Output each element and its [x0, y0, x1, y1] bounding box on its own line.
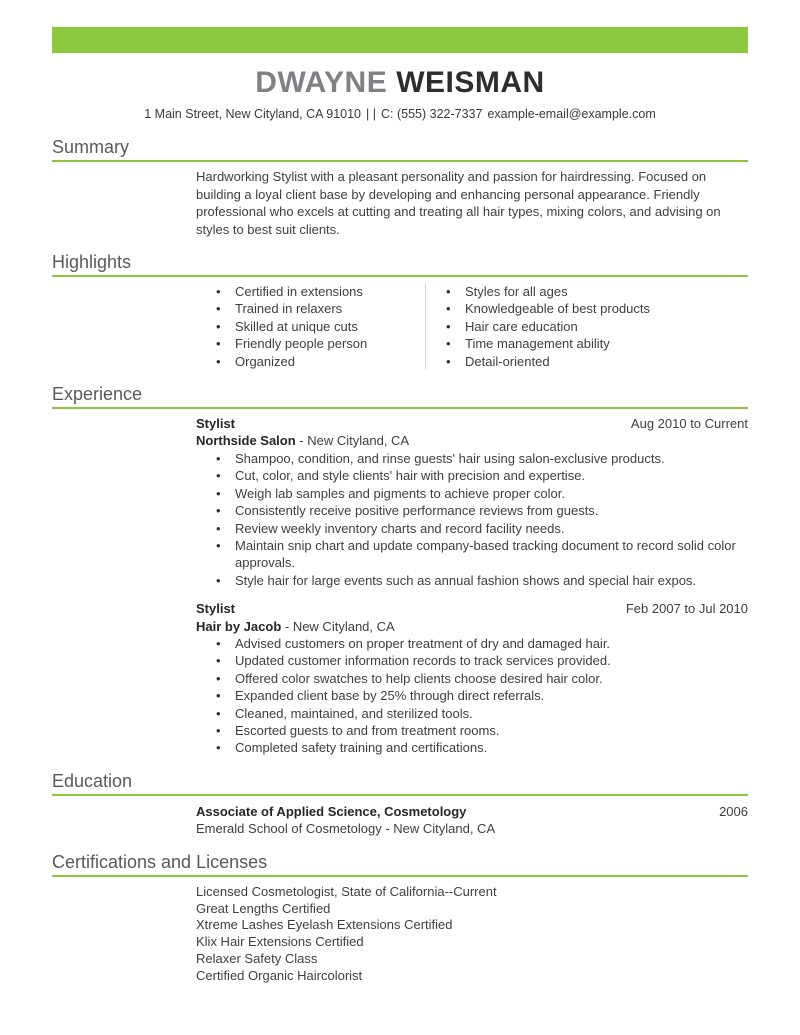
job-location: - New Cityland, CA — [281, 618, 395, 634]
job-header — [196, 415, 748, 432]
job-bullet: • Style hair for large events such as annual fashion shows and special hair expos. — [196, 572, 748, 589]
education-degree: Associate of Applied Science, Cosmetology — [196, 803, 467, 819]
certification-item: Great Lengths Certified — [196, 900, 331, 916]
job-title: Stylist — [196, 416, 236, 432]
certification-item: Certified Organic Haircolorist — [196, 968, 363, 984]
job-bullet-list — [196, 450, 748, 589]
last-name: WEISMAN — [396, 66, 545, 99]
contact-phone: C: (555) 322-7337 — [380, 107, 483, 121]
highlights-section-title: Highlights — [52, 251, 748, 277]
job-company-line — [196, 432, 748, 449]
contact-address: 1 Main Street, New Cityland, CA 91010 — [144, 107, 362, 121]
job-company: Northside Salon — [196, 433, 296, 449]
highlight-item: • Certified in extensions — [196, 283, 425, 300]
section-certifications — [52, 851, 748, 985]
certification-list — [196, 884, 748, 985]
section-experience — [52, 383, 748, 757]
highlight-item: • Time management ability — [426, 335, 748, 352]
resume-name — [52, 67, 748, 99]
top-accent-bar — [52, 27, 748, 53]
job-bullet: • Cleaned, maintained, and sterilized tools. — [196, 705, 748, 722]
section-summary — [52, 136, 748, 238]
highlight-item: • Skilled at unique cuts — [196, 318, 425, 335]
highlights-column-2 — [425, 283, 748, 370]
job-title: Stylist — [196, 601, 236, 617]
contact-line — [52, 106, 748, 123]
experience-section-title: Experience — [52, 383, 748, 409]
section-highlights — [52, 251, 748, 370]
highlight-item: • Knowledgeable of best products — [426, 300, 748, 317]
job-bullet: • Advised customers on proper treatment of dry and damaged hair. — [196, 635, 748, 652]
job-bullet: • Updated customer information records to track services provided. — [196, 652, 748, 669]
education-school: Emerald School of Cosmetology - New Cityland, CA — [196, 821, 496, 837]
job-bullet: • Offered color swatches to help clients choose desired hair color. — [196, 670, 748, 687]
highlight-item: • Friendly people person — [196, 335, 425, 352]
education-year: 2006 — [719, 803, 748, 819]
job-bullet-list — [196, 635, 748, 757]
job-company-line — [196, 618, 748, 635]
job-bullet: • Shampoo, condition, and rinse guests' hair using salon-exclusive products. — [196, 450, 748, 467]
education-header — [196, 803, 748, 820]
section-education — [52, 770, 748, 838]
job-bullet: • Weigh lab samples and pigments to achieve proper color. — [196, 485, 748, 502]
job-dates: Aug 2010 to Current — [630, 416, 748, 432]
contact-email: example-email@example.com — [487, 107, 656, 121]
job-bullet: • Review weekly inventory charts and record facility needs. — [196, 520, 748, 537]
highlight-item: • Detail-oriented — [426, 353, 748, 370]
job-header — [196, 600, 748, 617]
summary-section-title: Summary — [52, 136, 748, 162]
certification-item: Licensed Cosmetologist, State of California--Current — [196, 883, 497, 899]
highlight-item: • Hair care education — [426, 318, 748, 335]
summary-text: Hardworking Stylist with a pleasant personality and passion for hairdressing. Focused on building a loyal client base by developing and enhancing personal appearance. Friendly professional who excels at cutting and treating all hair types, mixing colors, and advising on styles to best suit clients. — [196, 169, 721, 237]
job-bullet: • Cut, color, and style clients' hair with precision and expertise. — [196, 467, 748, 484]
certification-item: Klix Hair Extensions Certified — [196, 934, 364, 950]
job-dates: Feb 2007 to Jul 2010 — [625, 601, 748, 617]
job-bullet: • Completed safety training and certifications. — [196, 739, 748, 756]
job-entry — [196, 600, 748, 757]
highlights-column-1 — [196, 283, 425, 370]
job-entry — [196, 415, 748, 589]
contact-separator: | | — [366, 107, 376, 121]
education-entry — [196, 803, 748, 838]
education-section-title: Education — [52, 770, 748, 796]
job-bullet: • Escorted guests to and from treatment rooms. — [196, 722, 748, 739]
job-location: - New Cityland, CA — [295, 433, 410, 449]
job-bullet: • Maintain snip chart and update company-based tracking document to record solid color approvals. — [196, 537, 748, 572]
certifications-section-title: Certifications and Licenses — [52, 851, 748, 877]
highlight-item: • Trained in relaxers — [196, 300, 425, 317]
highlight-item: • Styles for all ages — [426, 283, 748, 300]
certification-item: Xtreme Lashes Eyelash Extensions Certified — [196, 917, 453, 933]
highlight-item: • Organized — [196, 353, 425, 370]
job-bullet: • Expanded client base by 25% through direct referrals. — [196, 687, 748, 704]
certification-item: Relaxer Safety Class — [196, 951, 318, 967]
highlights-columns — [196, 283, 748, 370]
job-company: Hair by Jacob — [196, 618, 282, 634]
job-bullet: • Consistently receive positive performance reviews from guests. — [196, 502, 748, 519]
first-name: DWAYNE — [255, 66, 388, 99]
